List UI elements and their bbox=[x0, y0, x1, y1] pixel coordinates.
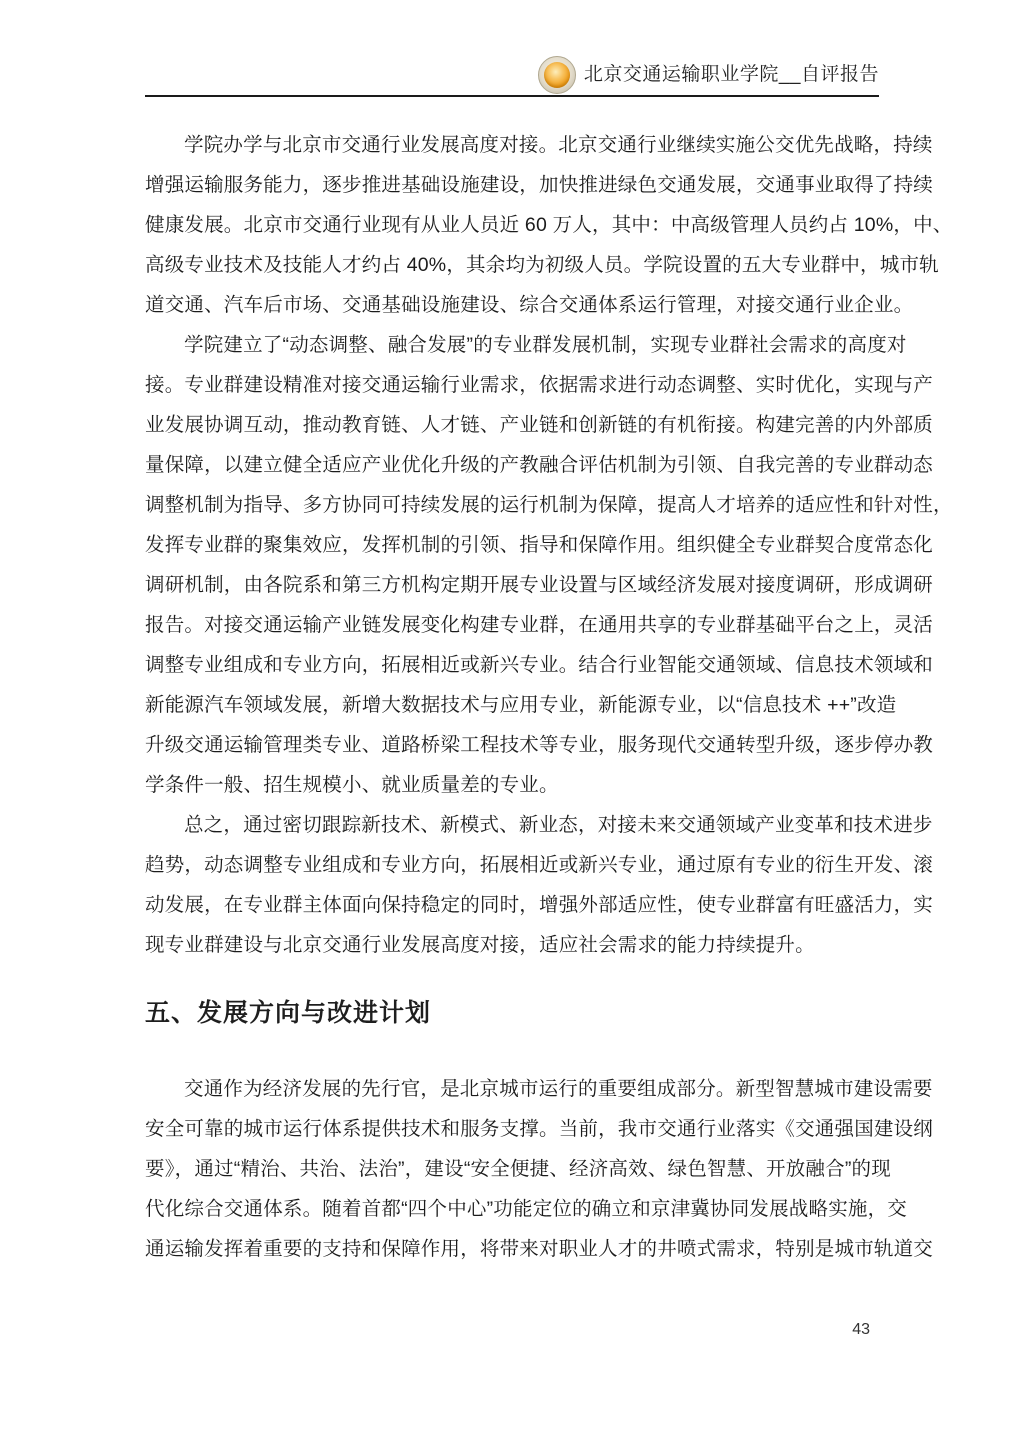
paragraph-line: 现专业群建设与北京交通行业发展高度对接，适应社会需求的能力持续提升。 bbox=[145, 934, 815, 956]
paragraph-line: 学院建立了“动态调整、融合发展”的专业群发展机制，实现专业群社会需求的高度对 bbox=[184, 334, 907, 356]
paragraph-line: 安全可靠的城市运行体系提供技术和服务支撑。当前，我市交通行业落实《交通强国建设纲 bbox=[145, 1118, 934, 1140]
page-header bbox=[145, 0, 879, 98]
paragraph-line: 道交通、汽车后市场、交通基础设施建设、综合交通体系运行管理，对接交通行业企业。 bbox=[145, 294, 914, 316]
paragraph-line: 要》，通过“精治、共治、法治”，建设“安全便捷、经济高效、绿色智慧、开放融合”的现 bbox=[145, 1158, 891, 1180]
paragraph-line: 交通作为经济发展的先行官，是北京城市运行的重要组成部分。新型智慧城市建设需要 bbox=[184, 1078, 933, 1100]
paragraph-line: 业发展协调互动，推动教育链、人才链、产业链和创新链的有机衔接。构建完善的内外部质 bbox=[145, 414, 934, 436]
paragraph-line: 代化综合交通体系。随着首都“四个中心”功能定位的确立和京津冀协同发展战略实施，交 bbox=[145, 1198, 907, 1220]
paragraph-line: 动发展，在专业群主体面向保持稳定的同时，增强外部适应性，使专业群富有旺盛活力，实 bbox=[145, 894, 934, 916]
paragraph bbox=[145, 1069, 934, 1269]
paragraph bbox=[145, 325, 953, 805]
paragraph-line: 升级交通运输管理类专业、道路桥梁工程技术等专业，服务现代交通转型升级，逐步停办教 bbox=[145, 734, 934, 756]
header-title: 北京交通运输职业学院__自评报告 bbox=[583, 64, 879, 85]
paragraph-line: 趋势，动态调整专业组成和专业方向，拓展相近或新兴专业，通过原有专业的衍生开发、滚 bbox=[145, 854, 934, 876]
paragraph-line: 接。专业群建设精准对接交通运输行业需求，依据需求进行动态调整、实时优化，实现与产 bbox=[145, 374, 934, 396]
paragraph-line: 发挥专业群的聚集效应，发挥机制的引领、指导和保障作用。组织健全专业群契合度常态化 bbox=[145, 534, 934, 556]
paragraph-line: 增强运输服务能力，逐步推进基础设施建设，加快推进绿色交通发展，交通事业取得了持续 bbox=[145, 174, 934, 196]
paragraph-line: 报告。对接交通运输产业链发展变化构建专业群，在通用共享的专业群基础平台之上，灵活 bbox=[145, 614, 934, 636]
paragraph-line: 学条件一般、招生规模小、就业质量差的专业。 bbox=[145, 774, 559, 796]
paragraph-line: 新能源汽车领域发展，新增大数据技术与应用专业，新能源专业，以“信息技术 ++”改造 bbox=[145, 694, 897, 716]
paragraph-line: 量保障，以建立健全适应产业优化升级的产教融合评估机制为引领、自我完善的专业群动态 bbox=[145, 454, 934, 476]
paragraph-line: 通运输发挥着重要的支持和保障作用，将带来对职业人才的井喷式需求，特别是城市轨道交 bbox=[145, 1238, 934, 1260]
paragraph-line: 调整机制为指导、多方协同可持续发展的运行机制为保障，提高人才培养的适应性和针对性， bbox=[145, 494, 953, 516]
paragraph-line: 高级专业技术及技能人才约占 40%，其余均为初级人员。学院设置的五大专业群中，城市轨 bbox=[145, 254, 939, 276]
paragraph-line: 总之，通过密切跟踪新技术、新模式、新业态，对接未来交通领域产业变革和技术进步 bbox=[184, 814, 933, 836]
college-seal-core bbox=[544, 62, 570, 88]
header-divider bbox=[145, 95, 879, 97]
paragraph bbox=[145, 125, 953, 325]
page-number: 43 bbox=[852, 1321, 870, 1338]
paragraph-line: 调研机制，由各院系和第三方机构定期开展专业设置与区域经济发展对接度调研，形成调研 bbox=[145, 574, 934, 596]
paragraph-line: 调整专业组成和专业方向，拓展相近或新兴专业。结合行业智能交通领域、信息技术领域和 bbox=[145, 654, 934, 676]
header-brand bbox=[538, 56, 879, 94]
paragraph bbox=[145, 805, 934, 965]
document-content bbox=[145, 125, 953, 1269]
section-heading: 五、发展方向与改进计划 bbox=[145, 1000, 432, 1027]
college-seal-icon bbox=[538, 56, 576, 94]
paragraph-line: 学院办学与北京市交通行业发展高度对接。北京交通行业继续实施公交优先战略，持续 bbox=[184, 134, 933, 156]
paragraph-line: 健康发展。北京市交通行业现有从业人员近 60 万人，其中：中高级管理人员约占 10%，中、 bbox=[145, 214, 953, 236]
